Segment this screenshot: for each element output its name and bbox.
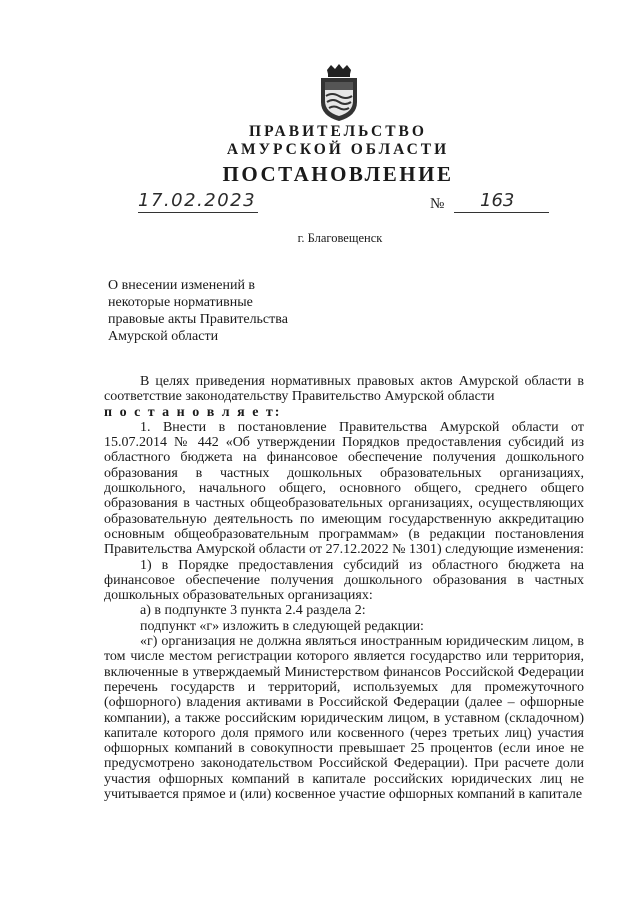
item-1: 1. Внести в постановление Правительства Амурской области от 15.07.2014 № 442 «Об утверждении Порядков предоставления субсидий из областного бюджета на финансовое обеспечение получения дошкольного образования в частных дошкольных образовательных организациях, дошкольного, начального общего, основного общего, среднего общего образования в частных общеобразовательных организациях, осуществляющих образовательную деятельность по имеющим государственную аккредитацию основным общеобразовательным программам» (в редакции постановления Правительства Амурской области от 27.12.2022 № 1301) следующие изменения: — [104, 419, 584, 558]
number-label: № — [430, 196, 445, 212]
subitem-g-text: «г) организация не должна являться иностранным юридическим лицом, в том числе местом регистрации которого является государство или территория, включенные в утверждаемый Министерством финансов Российской Федерации перечень государств и территорий, используемых для промежуточного (офшорного) владения активами в Российской Федерации (далее – офшорные компании), а также российским юридическим лицом, в уставном (складочном) капитале которого доля прямого или косвенного (через третьих лиц) участия офшорных компаний в совокупности превышает 25 процентов (если иное не предусмотрено законодательством Российской Федерации). При расчете доли участия офшорных компаний в капитале российских юридических лиц не учитывается прямое и (или) косвенное участие офшорных компаний в капитале — [104, 634, 584, 803]
intro-paragraph: В целях приведения нормативных правовых актов Амурской области в соответствие законодательству Правительство Амурской области — [104, 374, 584, 405]
item-1-1-a: а) в подпункте 3 пункта 2.4 раздела 2: — [140, 603, 366, 619]
subitem-g-intro: подпункт «г» изложить в следующей редакции: — [140, 618, 424, 634]
region-title: АМУРСКОЙ ОБЛАСТИ — [226, 141, 450, 158]
coat-of-arms-icon — [317, 64, 361, 122]
handwritten-number: 163 — [480, 190, 515, 211]
decree-word: п о с т а н о в л я е т: — [104, 404, 282, 420]
subject-line: правовые акты Правительства — [108, 312, 288, 327]
document-subject — [108, 277, 328, 345]
item-1-1: 1) в Порядке предоставления субсидий из областного бюджета на финансовое обеспечение получения дошкольного образования в частных дошкольных образовательных организациях: — [104, 557, 584, 604]
handwritten-date: 17.02.2023 — [138, 190, 257, 211]
number-underline — [454, 212, 549, 213]
date-underline — [138, 212, 258, 213]
document-body — [104, 374, 584, 802]
government-title: ПРАВИТЕЛЬСТВО — [249, 123, 427, 140]
city-line: г. Благовещенск — [297, 231, 383, 245]
subject-line: некоторые нормативные — [108, 295, 253, 310]
subject-line: О внесении изменений в — [108, 278, 256, 293]
subject-line: Амурской области — [108, 329, 219, 344]
document-type: ПОСТАНОВЛЕНИЕ — [222, 162, 454, 186]
